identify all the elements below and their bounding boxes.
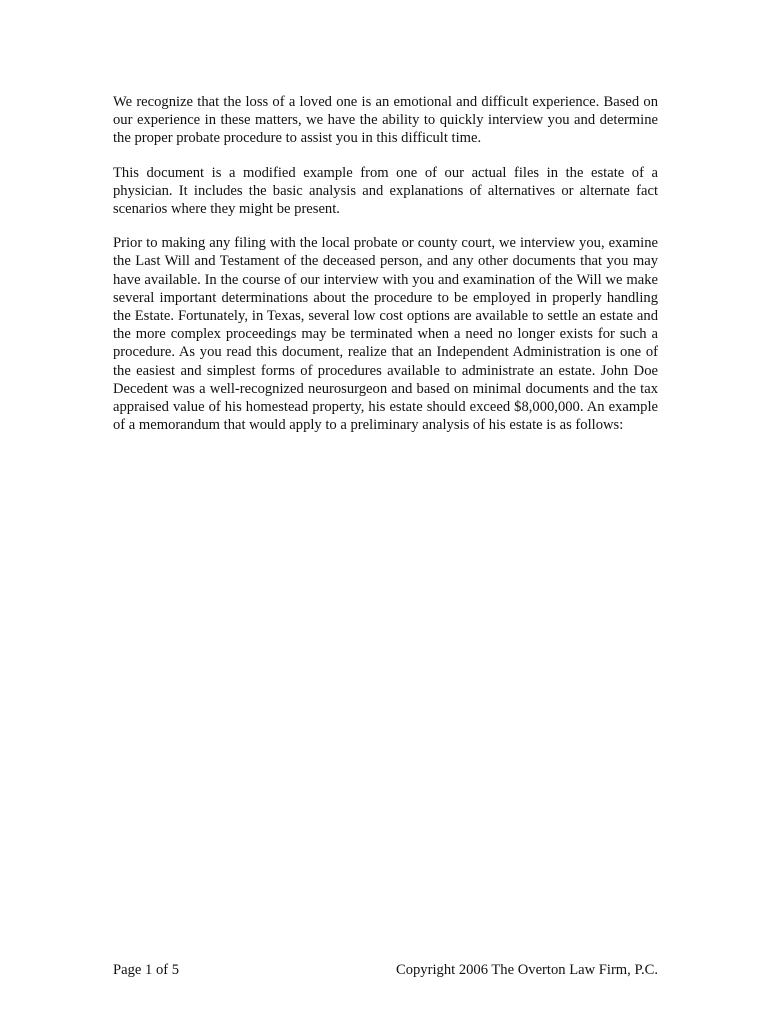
document-body xyxy=(113,93,658,450)
page-number: Page 1 of 5 xyxy=(113,962,180,978)
paragraph-procedure: Prior to making any filing with the local probate or county court, we interview you, examine the Last Will and Testament of the deceased person, and any other documents that you may have available. In the course of our interview with you and examination of the Will we make several important determinations about the procedure to be employed in properly handling the Estate. Fortunately, in Texas, several low cost options are available to settle an estate and the more complex proceedings may be terminated when a need no longer exists for such a procedure. As you read this document, realize that an Independent Administration is one of the easiest and simplest forms of procedures available to administrate an estate. John Doe Decedent was a well-recognized neurosurgeon and based on minimal documents and the tax appraised value of his homestead property, his estate should exceed $8,000,000. An example of a memorandum that would apply to a preliminary analysis of his estate is as follows: xyxy=(113,235,658,434)
page-footer xyxy=(113,960,658,980)
paragraph-example-description: This document is a modified example from one of our actual files in the estate of a physician. It includes the basic analysis and explanations of alternatives or alternate fact scenarios where they might be present. xyxy=(113,164,658,218)
paragraph-intro: We recognize that the loss of a loved one is an emotional and difficult experience. Based on our experience in these matters, we have the ability to quickly interview you and determine the proper probate procedure to assist you in this difficult time. xyxy=(113,94,658,147)
copyright-notice: Copyright 2006 The Overton Law Firm, P.C. xyxy=(395,962,658,978)
